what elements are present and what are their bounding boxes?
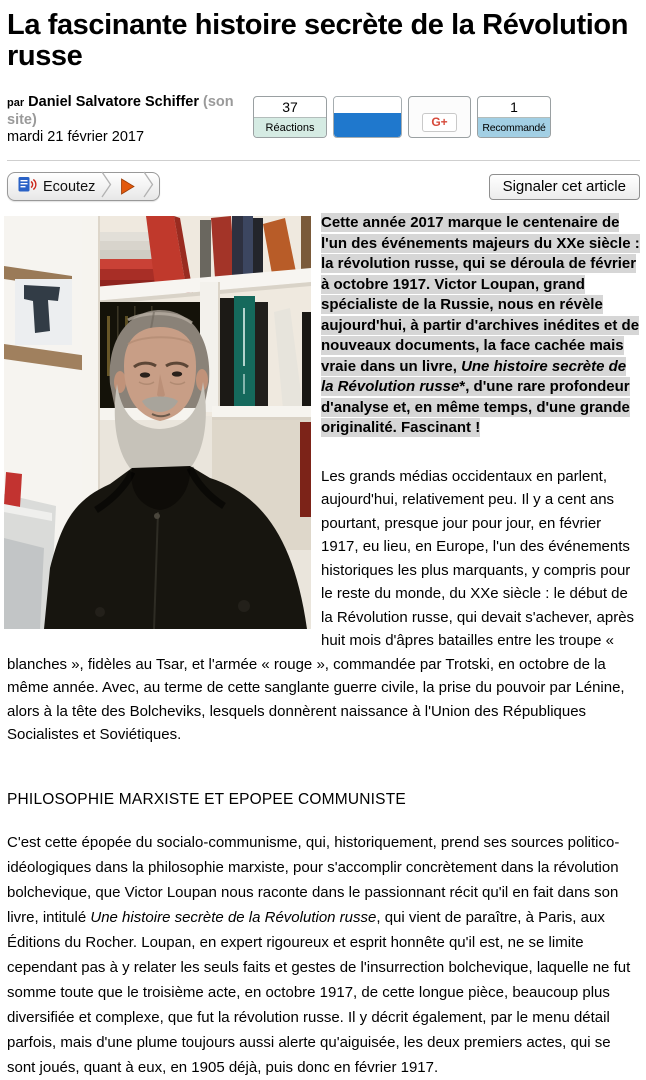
play-button[interactable]: [118, 178, 137, 195]
paragraph-2-text: C'est cette épopée du socialo-communisme, qui, historiquement, prend ses sources politico-idéologiques dans la philosophie marxiste, pour s'accomplir concrètement dans la révolution bolchevique, que Victor Loupan nous raconte dans le passionnant récit qu'il en fait dans son livre, intitulé: [7, 833, 620, 926]
listen-widget[interactable]: [7, 172, 160, 201]
facebook-share-button[interactable]: [333, 96, 402, 138]
publish-date: mardi 21 février 2017: [7, 129, 145, 145]
byline: [7, 94, 253, 146]
share-buttons: [253, 96, 551, 146]
googleplus-button[interactable]: G+: [422, 113, 456, 132]
author-site-link[interactable]: (son site): [7, 94, 234, 128]
reactions-button[interactable]: [253, 96, 327, 138]
meta-row: [7, 94, 640, 146]
author-name: Daniel Salvatore Schiffer: [28, 94, 199, 110]
readspeaker-icon: [18, 176, 37, 198]
paragraph-2-text-end: , qui vient de paraître, à Paris, aux Éditions du Rocher. Loupan, en expert rigoureux et esprit honnête qu'il est, ne se limite cependant pas à y relater les seuls faits et gestes de l'insurrection bolchevique, laquelle ne fut somme toute que le troisième acte, en octobre 1917, de cette longue pièce, beaucoup plus diversifiée et complexe, que fut la révolution russe. Il y décrit également, par le menu détail parfois, mais d'une plume toujours aussi alerte qu'aiguisée, les deux premiers actes, qui se sont joués, quant à eux, en 1905 déjà, puis donc en février 1917.: [7, 908, 631, 1076]
lead-text-end: *, d'une rare profondeur d'analyse et, en même temps, d'une grande originalité. Fascinant !: [321, 378, 630, 436]
paragraph-2: [7, 830, 640, 1080]
reactions-label: Réactions: [254, 117, 326, 138]
lead-book-title: Une histoire secrète de la Révolution russe: [321, 357, 627, 395]
page-title: La fascinante histoire secrète de la Révolution russe: [7, 9, 629, 72]
recommend-button[interactable]: [477, 96, 551, 138]
lead-text: Cette année 2017 marque le centenaire de l'un des événements majeurs du XXe siècle : la révolution russe, qui se déroula de février à octobre 1917. Victor Loupan, grand spécialiste de la Russie, nous en révèle aujourd'hui, à partir d'archives inédites et de nouveaux documents, la face cachée mais vraie dans un livre,: [321, 214, 640, 375]
recommend-count: 1: [510, 99, 518, 115]
article-photo: [4, 216, 311, 629]
facebook-share-bar[interactable]: [334, 113, 401, 137]
report-article-button[interactable]: Signaler cet article: [489, 174, 640, 200]
byline-prefix: par: [7, 97, 25, 109]
recommend-label: Recommandé: [478, 117, 550, 138]
listen-label: Ecoutez: [43, 178, 96, 195]
toolbar-row: [7, 172, 640, 201]
article-body: [7, 213, 640, 1080]
facebook-count-empty: [334, 97, 401, 113]
divider: [7, 160, 640, 161]
paragraph-2-book-title: Une histoire secrète de la Révolution russe: [90, 908, 377, 926]
googleplus-share-box: [408, 96, 471, 138]
reactions-count: 37: [282, 99, 298, 115]
section-heading: PHILOSOPHIE MARXISTE ET EPOPEE COMMUNISTE: [7, 790, 406, 808]
paragraph-1: Les grands médias occidentaux en parlent, aujourd'hui, relativement peu. Il y a cent ans pourtant, presque jour pour jour, en février 1917, eu lieu, en Europe, l'un des événements historiques les plus marquants, y compris pour le reste du monde, du XXe siècle : le début de la Révolution russe, qui devait s'achever, après huit mois d'âpres batailles entre les troupe « blanches », fidèles au Tsar, et l'armée « rouge », commandée par Trotski, en octobre de la même année. Avec, au terme de cette sanglante guerre civile, la prise du pouvoir par Lénine, alors à la tête des Bolcheviks, lesquels donnèrent naissance à l'Union des Républiques Socialistes et Soviétiques.: [7, 467, 635, 743]
play-triangle-icon: [120, 178, 135, 195]
chevron-separator-icon: [101, 171, 112, 203]
chevron-separator-icon: [143, 171, 154, 203]
